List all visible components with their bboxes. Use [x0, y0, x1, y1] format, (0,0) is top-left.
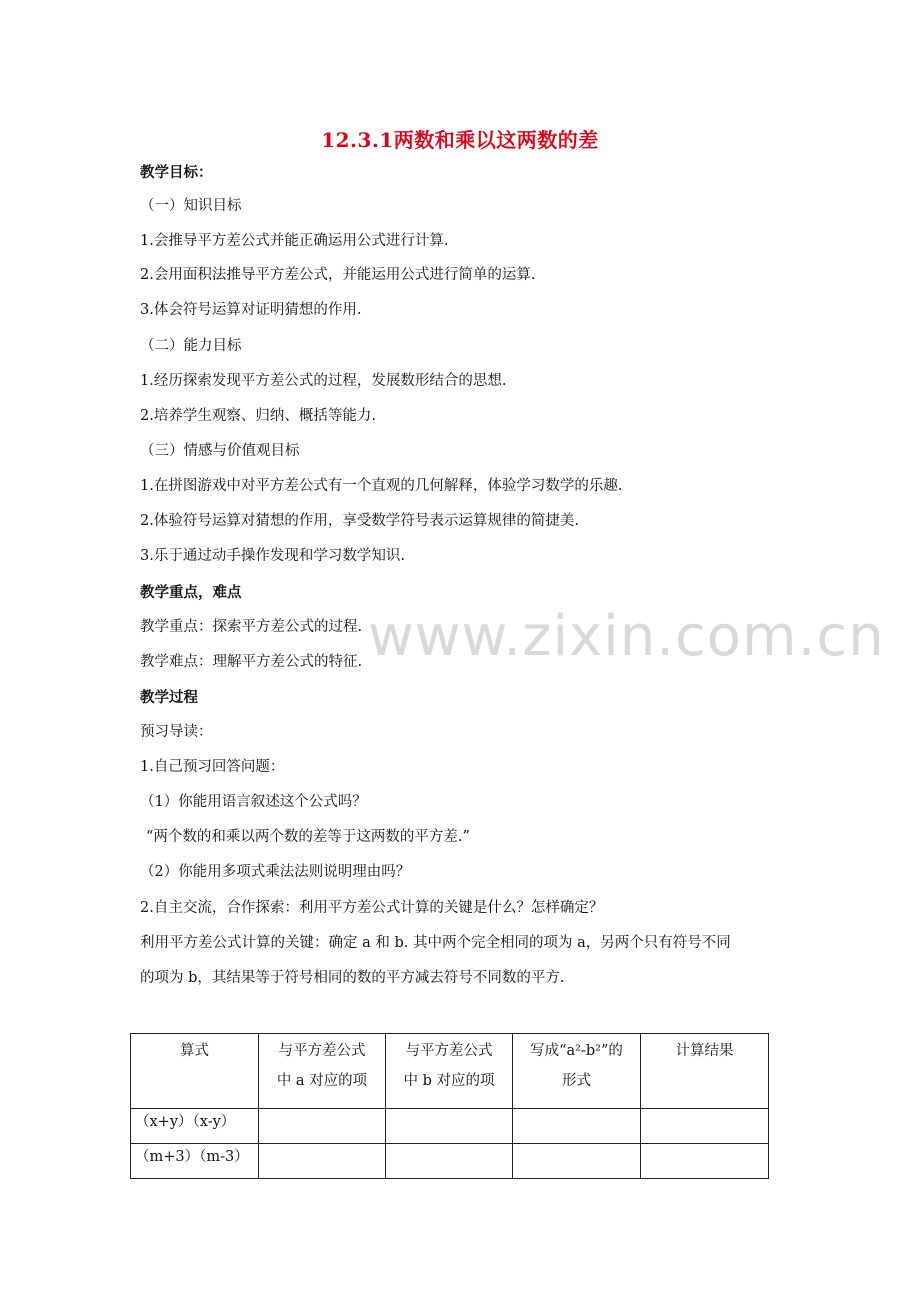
calculation-table [130, 1033, 769, 1179]
text-line: 3.体会符号运算对证明猜想的作用. [140, 302, 362, 318]
table-cell: （m+3）（m-3） [131, 1144, 259, 1179]
table-cell [513, 1109, 641, 1144]
table-header-cell [259, 1034, 386, 1109]
text-line: “两个数的和乘以两个数的差等于这两数的平方差.” [146, 829, 470, 845]
text-line: 2.会用面积法推导平方差公式，并能运用公式进行简单的运算. [140, 267, 536, 283]
table-cell [641, 1144, 769, 1179]
text-line: 1.在拼图游戏中对平方差公式有一个直观的几何解释，体验学习数学的乐趣. [140, 478, 623, 494]
table-cell [513, 1144, 641, 1179]
document-title: 12.3.1两数和乘以这两数的差 [321, 128, 599, 152]
text-line: （2）你能用多项式乘法法则说明理由吗？ [140, 864, 411, 880]
text-line: 的项为 b，其结果等于符号相同的数的平方减去符号不同数的平方. [140, 970, 565, 986]
header-text: 中 a 对应的项 [276, 1073, 368, 1089]
table-cell: （x+y）（x-y） [131, 1109, 259, 1144]
table-cell [259, 1109, 386, 1144]
table-cell [641, 1109, 769, 1144]
table-header-row [131, 1034, 769, 1109]
text-line: 2.自主交流，合作探索：利用平方差公式计算的关键是什么？怎样确定？ [140, 900, 604, 916]
table-row [131, 1109, 769, 1144]
header-text: 写成“a²-b²”的 [530, 1043, 623, 1059]
text-line: 预习导读： [140, 724, 213, 740]
header-text: 算式 [180, 1043, 209, 1059]
text-line: 1.经历探索发现平方差公式的过程，发展数形结合的思想. [140, 373, 507, 389]
header-text: 中 b 对应的项 [403, 1073, 495, 1089]
text-line: 教学重点：探索平方差公式的过程. [140, 619, 363, 635]
header-text: 与平方差公式 [405, 1043, 493, 1059]
header-text: 计算结果 [675, 1043, 734, 1059]
text-line: 3.乐于通过动手操作发现和学习数学知识. [140, 548, 405, 564]
table-header-cell [641, 1034, 769, 1109]
table-body [131, 1109, 769, 1179]
table-row [131, 1144, 769, 1179]
text-line: 2.培养学生观察、归纳、概括等能力. [140, 408, 376, 424]
watermark: www.zixin.com.cn [368, 604, 885, 669]
text-line: 利用平方差公式计算的关键：确定 a 和 b. 其中两个完全相同的项为 a，另两个只有符号不同 [140, 935, 731, 951]
header-text: 形式 [562, 1073, 591, 1089]
table-header-cell [131, 1034, 259, 1109]
table-header-cell [513, 1034, 641, 1109]
text-line: 教学难点：理解平方差公式的特征. [140, 654, 363, 670]
table-cell [259, 1144, 386, 1179]
section-heading: 教学重点，难点 [140, 585, 242, 601]
section-heading: 教学过程 [140, 690, 198, 706]
text-line: （三）情感与价值观目标 [140, 443, 300, 459]
table-cell [386, 1144, 513, 1179]
text-line: （二）能力目标 [140, 338, 242, 354]
text-line: 1.会推导平方差公式并能正确运用公式进行计算. [140, 233, 449, 249]
text-line: 2.体验符号运算对猜想的作用，享受数学符号表示运算规律的简捷美. [140, 513, 579, 529]
text-line: 1.自己预习回答问题： [140, 759, 285, 775]
table-cell [386, 1109, 513, 1144]
text-line: （一）知识目标 [140, 198, 242, 214]
table-header-cell [386, 1034, 513, 1109]
text-line: （1）你能用语言叙述这个公式吗？ [140, 794, 367, 810]
header-text: 与平方差公式 [278, 1043, 366, 1059]
section-heading: 教学目标： [140, 165, 213, 181]
